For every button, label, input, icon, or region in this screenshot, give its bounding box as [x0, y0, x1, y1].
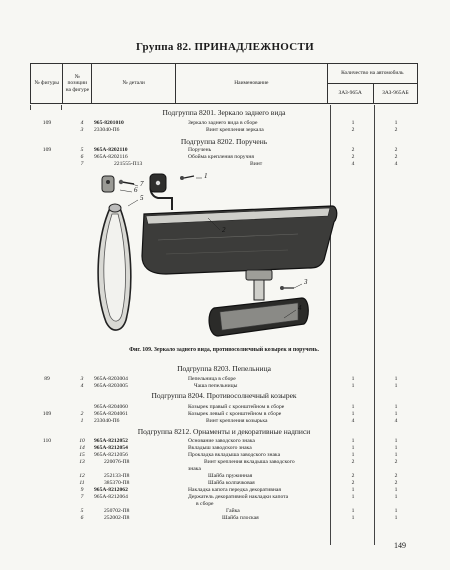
table-row: 12 252133-П8 Шайба пружинная 2 2: [79, 473, 398, 479]
table-row: 11 385370-П8 Шайба колпачковая 2 2: [79, 480, 398, 486]
table-row: 89 3 965А-8203004 Пепельница в сборе 1 1: [44, 376, 398, 382]
screw: [119, 180, 134, 184]
table-row: знака: [188, 466, 201, 472]
table-row: 6 252002-П8 Шайба плоская 1 1: [80, 515, 398, 521]
subgroup-8201: Подгруппа 8201. Зеркало заднего вида: [162, 108, 286, 117]
table-header: [30, 63, 418, 104]
table-row: 4 965А-8203005 Чаша пепельницы 1 1: [80, 383, 398, 389]
col-qty-header: Количество на автомобиль: [327, 64, 417, 84]
rear-view-mirror: [209, 270, 308, 336]
table-row: 109 5 965А-8202110 Поручень 2 2: [42, 147, 398, 153]
figure-caption: Фиг. 109. Зеркало заднего вида, противосолнечный козырек и поручень.: [129, 347, 319, 353]
table-row: 110 10 965А-8212052 Основание заводского знака 1 1: [42, 438, 398, 444]
col-qty-a-header: ЗАЗ-965А: [327, 84, 373, 104]
subgroup-8203: Подгруппа 8203. Пепельница: [177, 364, 271, 373]
table-row: 5 250702-П8 Гайка 1 1: [80, 508, 398, 514]
figure-109-illustration: [88, 170, 338, 342]
table-row: 7 965А-8212064 Держатель декоративной накладки капота 1 1: [80, 494, 398, 500]
table-row: 109 4 965-8201010 Зеркало заднего вида в сборе 1 1: [42, 120, 398, 126]
sun-visor: [142, 206, 337, 274]
col-pos-header: № позиции на фигуре: [63, 64, 92, 104]
table-row: 7 221555-П13 Винт 4 4: [80, 161, 398, 167]
table-row: 109 2 965А-8204061 Козырек левый с кронштейном в сборе 1 1: [42, 411, 398, 417]
col-part-header: № детали: [92, 64, 176, 104]
handle-strap: [98, 204, 131, 330]
col-qty-b-header: ЗАЗ-965АБ: [373, 84, 417, 104]
callout-3: 3: [304, 278, 308, 286]
table-row: в сборе: [196, 501, 214, 507]
subgroup-8202: Подгруппа 8202. Поручень: [180, 137, 268, 146]
table-row: 15 965А-8212056 Прокладка вкладыша заводского знака 1 1: [79, 452, 398, 458]
table-row: 9 965А-8212062 Накладка капота передка декоративная 1 1: [80, 487, 398, 493]
table-row: 3 233040-П6 Винт крепления зеркала 2 2: [80, 127, 398, 133]
subgroup-8204: Подгруппа 8204. Противосолнечный козырек: [151, 391, 297, 400]
callout-7: 7: [140, 180, 144, 188]
col-fig-header: № фигуры: [31, 64, 63, 104]
subgroup-8212: Подгруппа 8212. Орнаменты и декоративные надписи: [137, 427, 311, 436]
mirror-screw: [280, 286, 294, 290]
table-row: 14 965А-8212054 Вкладыш заводского знака 1 1: [79, 445, 398, 451]
callout-5: 5: [140, 194, 144, 202]
callout-6: 6: [134, 186, 138, 194]
table-row: 13 220076-П8 Винт крепления вкладыша заводского 2 2: [79, 459, 398, 465]
handle-bracket: [102, 176, 114, 192]
rule: [374, 105, 375, 545]
callout-2: 2: [222, 226, 226, 234]
callout-1: 1: [204, 172, 208, 180]
page-title: Группа 82. ПРИНАДЛЕЖНОСТИ: [135, 41, 315, 53]
table-row: 965А-8204060 Козырек правый с кронштейном в сборе 1 1: [94, 404, 398, 410]
visor-bracket: [150, 174, 194, 210]
table-row: 1 233040-П6 Винт крепления козырька 4 4: [80, 418, 398, 424]
table-row: 6 965А-8202116 Обойма крепления поручня 2 2: [80, 154, 398, 160]
col-name-header: Наименование: [176, 64, 328, 104]
callout-4: 4: [298, 304, 302, 312]
page-number: 149: [394, 541, 406, 550]
